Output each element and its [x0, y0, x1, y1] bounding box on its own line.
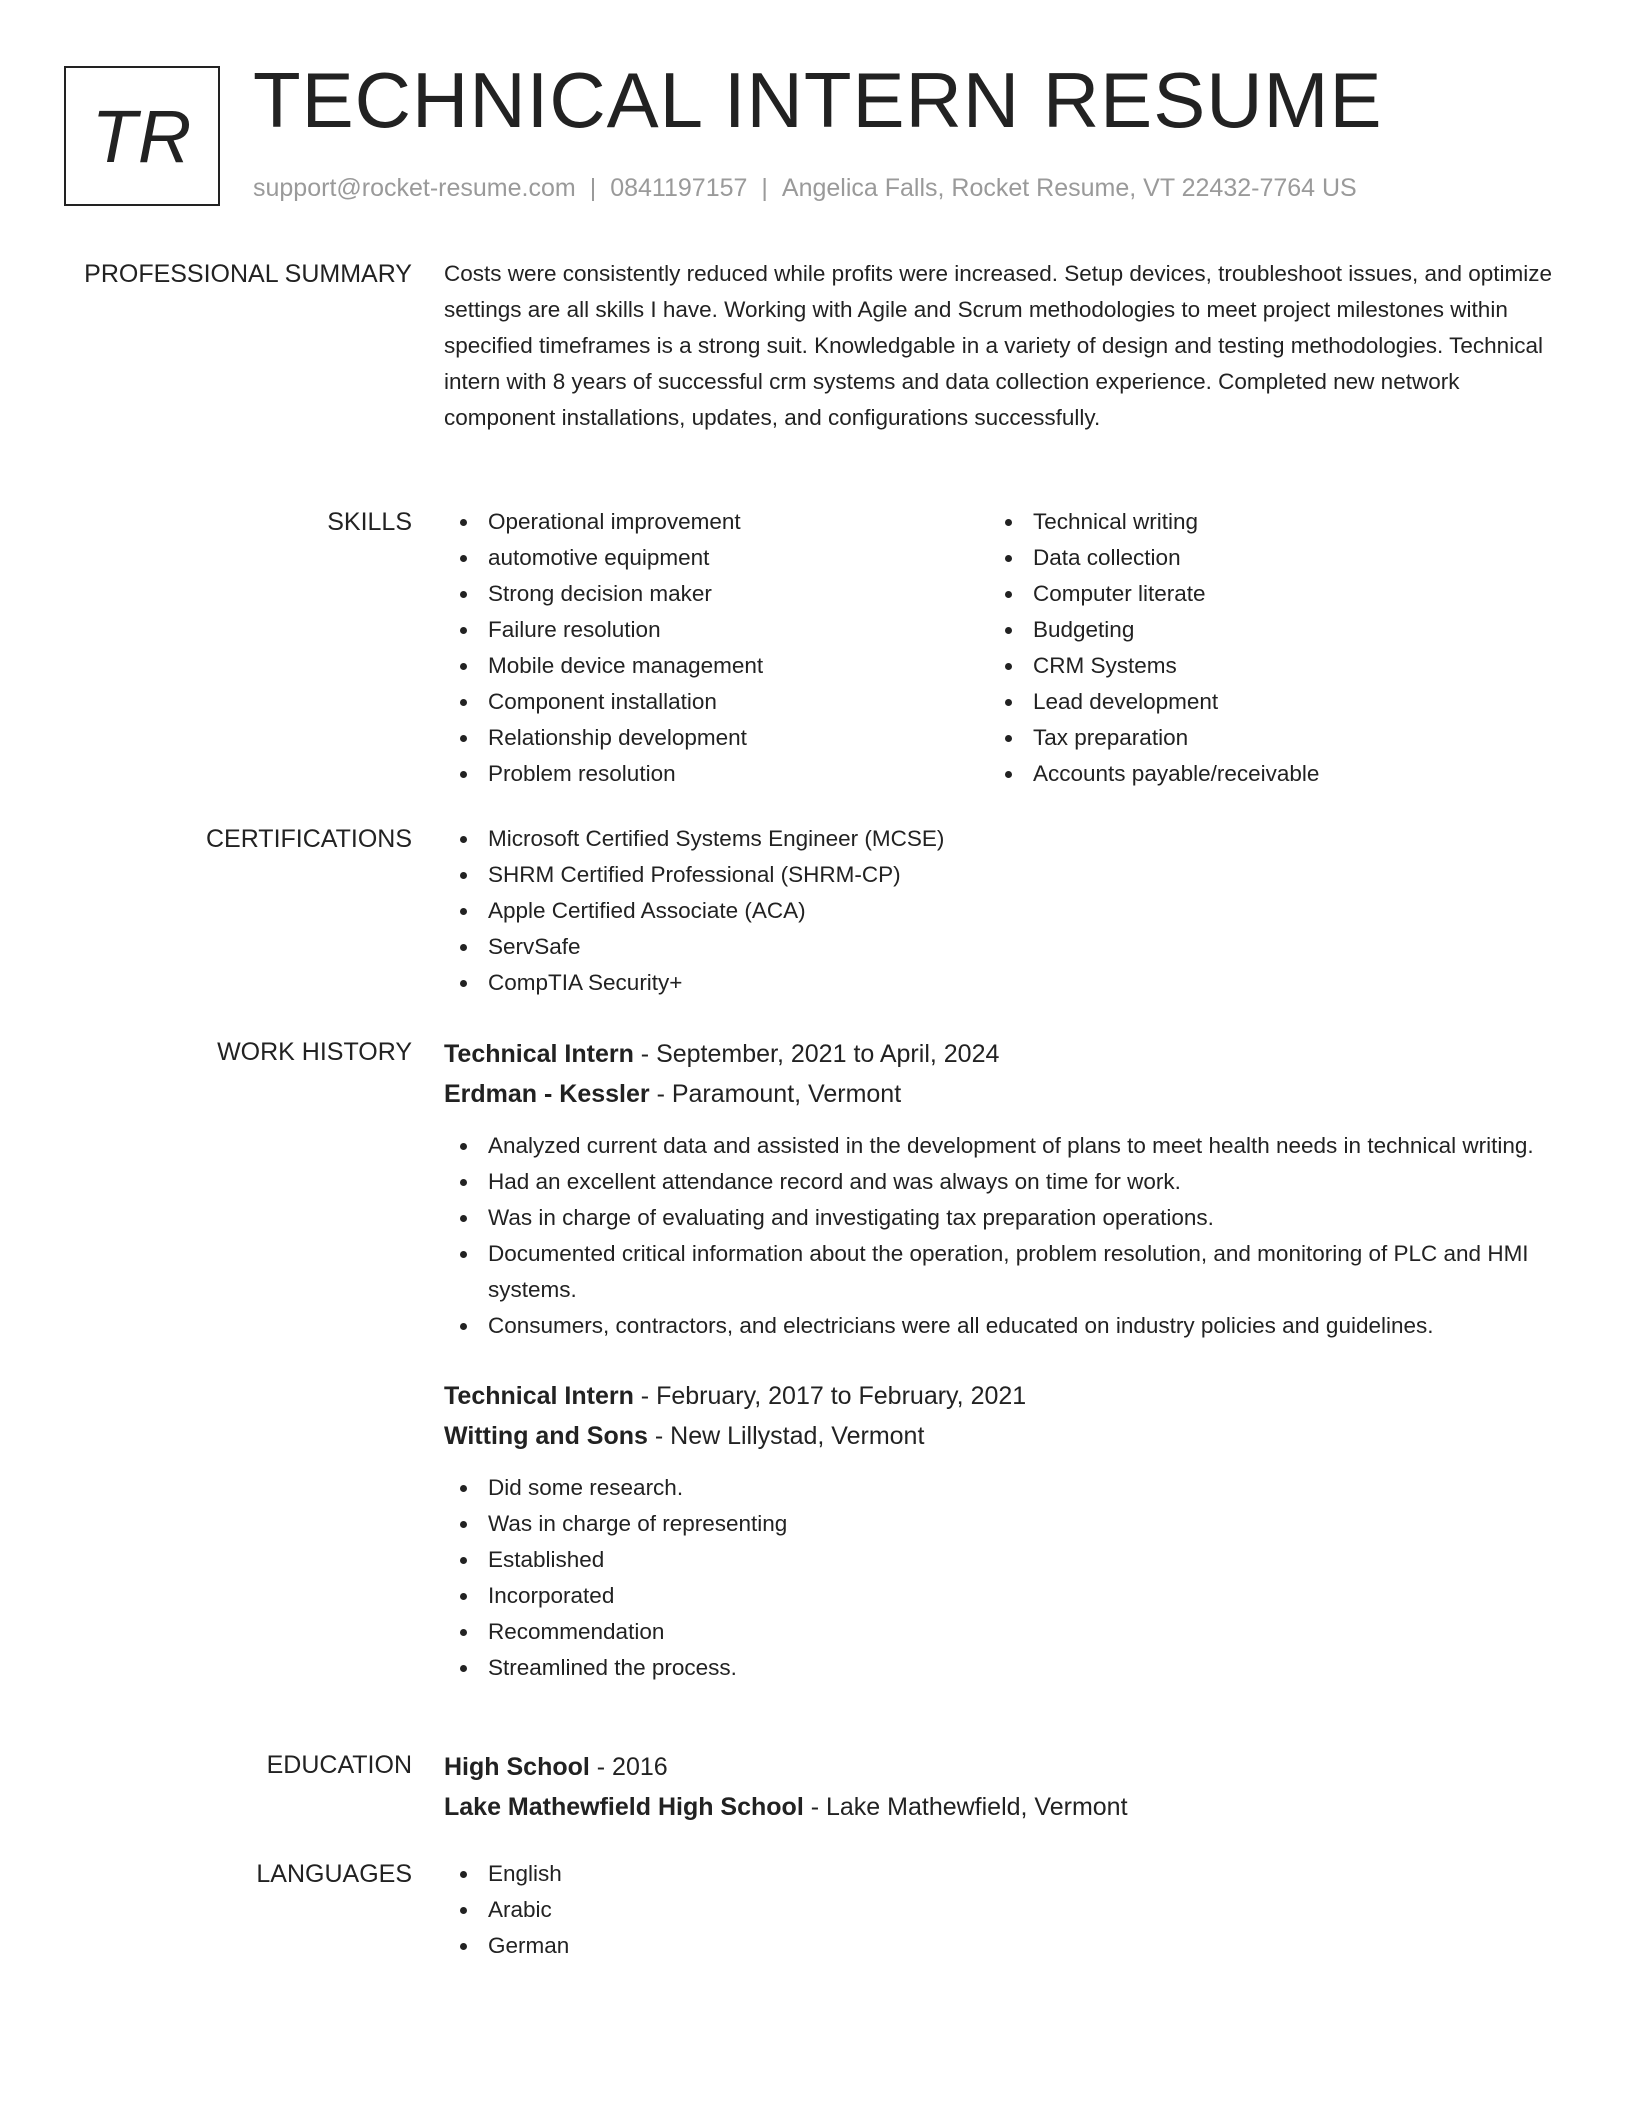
list-item: Tax preparation — [989, 720, 1534, 756]
list-item: Did some research. — [444, 1470, 1554, 1506]
list-item: Recommendation — [444, 1614, 1554, 1650]
monogram-initials: TR — [91, 94, 193, 178]
list-item: Problem resolution — [444, 756, 989, 792]
list-item: Relationship development — [444, 720, 989, 756]
section-label-certifications: CERTIFICATIONS — [205, 825, 412, 853]
list-item: German — [444, 1928, 1554, 1964]
list-item: automotive equipment — [444, 540, 989, 576]
certifications-body — [444, 821, 1554, 1001]
list-item: Data collection — [989, 540, 1534, 576]
summary-body — [444, 256, 1554, 436]
job-title: Technical Intern — [444, 1040, 634, 1068]
list-item: Incorporated — [444, 1578, 1554, 1614]
job-company: Witting and Sons — [444, 1422, 648, 1450]
resume-title: TECHNICAL INTERN RESUME — [253, 56, 1383, 144]
languages-list — [444, 1856, 1554, 1964]
education-school-line — [444, 1787, 1554, 1827]
list-item: Apple Certified Associate (ACA) — [444, 893, 1554, 929]
list-item: Had an excellent attendance record and was always on time for work. — [444, 1164, 1554, 1200]
job-entry — [444, 1376, 1554, 1686]
summary-text: Costs were consistently reduced while profits were increased. Setup devices, troubleshoot issues, and optimize settings are all skills I have. Working with Agile and Scrum methodologies to meet project milestones within specified timeframes is a strong suit. Knowledgable in a variety of design and testing methodologies. Technical intern with 8 years of successful crm systems and data collection experience. Completed new network component installations, updates, and configurations successfully. — [444, 261, 1553, 430]
education-degree-line — [444, 1747, 1554, 1787]
education-degree: High School — [444, 1753, 590, 1781]
work-history-body — [444, 1034, 1554, 1686]
list-item: Component installation — [444, 684, 989, 720]
certifications-list — [444, 821, 1554, 1001]
skills-list-left — [444, 504, 989, 792]
skills-body — [444, 504, 1554, 792]
job-duties-list — [444, 1470, 1554, 1686]
skills-list-right — [989, 504, 1534, 792]
job-title-line — [444, 1376, 1554, 1416]
list-item: Accounts payable/receivable — [989, 756, 1534, 792]
section-label-languages: LANGUAGES — [256, 1860, 412, 1888]
job-company: Erdman - Kessler — [444, 1080, 650, 1108]
contact-line — [253, 174, 1357, 203]
job-dates: - February, 2017 to February, 2021 — [633, 1382, 1027, 1410]
list-item: CRM Systems — [989, 648, 1534, 684]
job-title: Technical Intern — [444, 1382, 634, 1410]
job-location: - New Lillystad, Vermont — [647, 1422, 925, 1450]
list-item: Was in charge of representing — [444, 1506, 1554, 1542]
list-item: CompTIA Security+ — [444, 965, 1554, 1001]
list-item: Streamlined the process. — [444, 1650, 1554, 1686]
list-item: Microsoft Certified Systems Engineer (MCSE) — [444, 821, 1554, 857]
list-item: Technical writing — [989, 504, 1534, 540]
job-entry — [444, 1034, 1554, 1344]
section-label-education: EDUCATION — [266, 1751, 412, 1779]
list-item: English — [444, 1856, 1554, 1892]
list-item: Computer literate — [989, 576, 1534, 612]
contact-separator: | — [761, 174, 768, 202]
languages-body — [444, 1856, 1554, 1964]
contact-phone: 0841197157 — [610, 174, 748, 202]
list-item: Was in charge of evaluating and investigating tax preparation operations. — [444, 1200, 1554, 1236]
job-dates: - September, 2021 to April, 2024 — [633, 1040, 1000, 1068]
education-school: Lake Mathewfield High School — [444, 1793, 804, 1821]
list-item: ServSafe — [444, 929, 1554, 965]
list-item: Arabic — [444, 1892, 1554, 1928]
list-item: SHRM Certified Professional (SHRM-CP) — [444, 857, 1554, 893]
monogram-box — [64, 66, 220, 206]
list-item: Operational improvement — [444, 504, 989, 540]
job-title-line — [444, 1034, 1554, 1074]
list-item: Failure resolution — [444, 612, 989, 648]
job-company-line — [444, 1074, 1554, 1114]
education-body — [444, 1747, 1554, 1827]
list-item: Documented critical information about the operation, problem resolution, and monitoring of PLC and HMI systems. — [444, 1236, 1554, 1308]
contact-email: support@rocket-resume.com — [253, 174, 576, 202]
education-location: - Lake Mathewfield, Vermont — [803, 1793, 1128, 1821]
job-location: - Paramount, Vermont — [649, 1080, 902, 1108]
education-year: - 2016 — [589, 1753, 668, 1781]
list-item: Budgeting — [989, 612, 1534, 648]
list-item: Analyzed current data and assisted in the development of plans to meet health needs in technical writing. — [444, 1128, 1554, 1164]
list-item: Established — [444, 1542, 1554, 1578]
section-label-work-history: WORK HISTORY — [217, 1038, 412, 1066]
list-item: Lead development — [989, 684, 1534, 720]
contact-address: Angelica Falls, Rocket Resume, VT 22432-7764 US — [781, 174, 1357, 202]
section-label-summary: PROFESSIONAL SUMMARY — [84, 260, 412, 288]
list-item: Mobile device management — [444, 648, 989, 684]
contact-separator: | — [589, 174, 597, 202]
list-item: Consumers, contractors, and electricians were all educated on industry policies and guidelines. — [444, 1308, 1554, 1344]
job-company-line — [444, 1416, 1554, 1456]
list-item: Strong decision maker — [444, 576, 989, 612]
section-label-skills: SKILLS — [327, 508, 412, 536]
job-duties-list — [444, 1128, 1554, 1344]
